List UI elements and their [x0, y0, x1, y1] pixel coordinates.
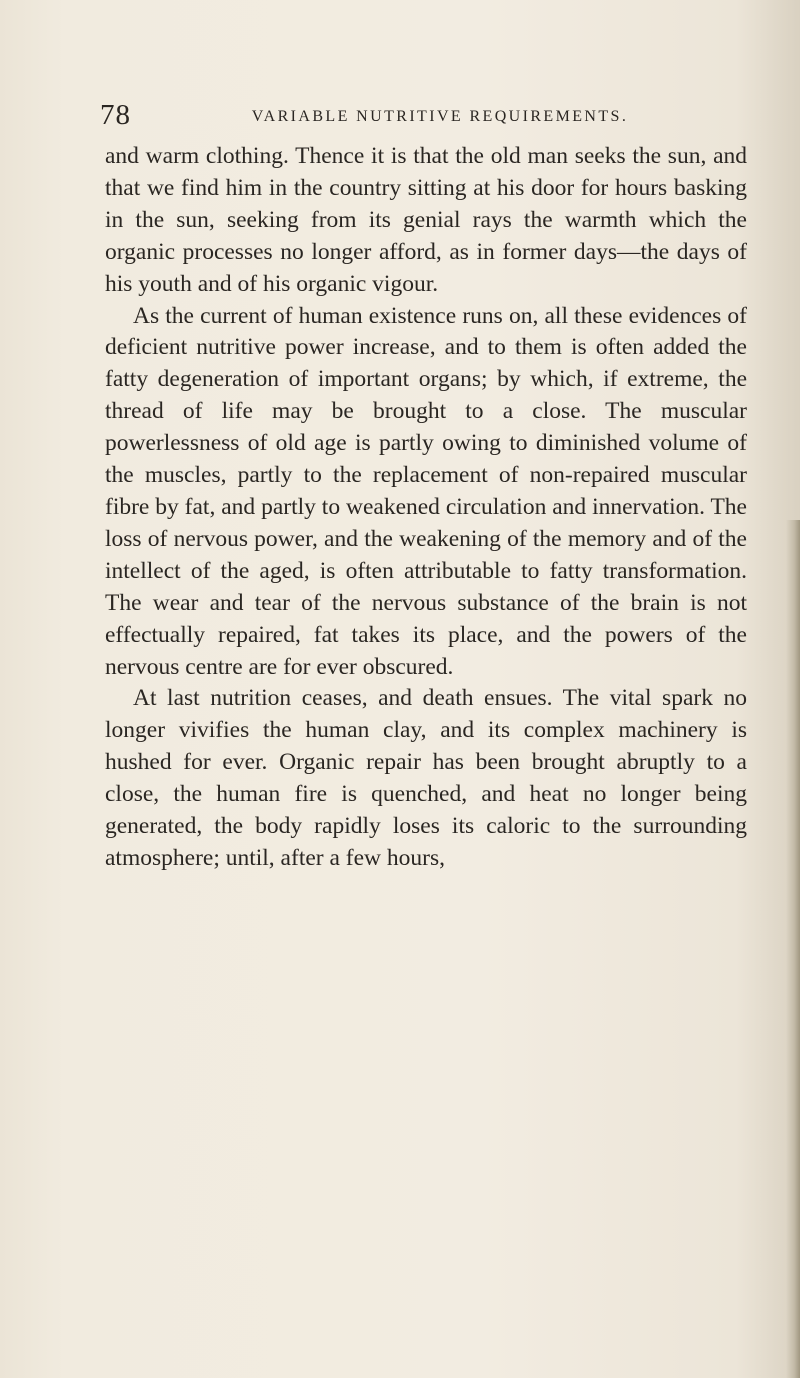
page-header — [100, 98, 740, 132]
paragraph-1: and warm clothing. Thence it is that the old man seeks the sun, and that we find him in the country sitting at his door for hours basking in the sun, seeking from its genial rays the warmth which the organic processes no longer afford, as in former days—the days of his youth and of his organic vigour. — [105, 143, 747, 297]
running-head: VARIABLE NUTRITIVE REQUIREMENTS. — [251, 108, 629, 125]
body-text — [105, 141, 747, 875]
paragraph-2: As the current of human existence runs on, all these evidences of deficient nutritive power increase, and to them is often added the fatty degeneration of important organs; by which, if extreme, the thread of life may be brought to a close. The muscular powerlessness of old age is partly owing to diminished volume of the muscles, partly to the replacement of non-repaired muscular fibre by fat, and partly to weakened circulation and innervation. The loss of nervous power, and the weakening of the memory and of the intellect of the aged, is often attributable to fatty transformation. The wear and tear of the nervous substance of the brain is not effectually repaired, fat takes its place, and the powers of the nervous centre are for ever obscured. — [105, 302, 747, 680]
page-number: 78 — [100, 99, 131, 131]
paragraph-3: At last nutrition ceases, and death ensues. The vital spark no longer vivifies the human clay, and its complex machinery is hushed for ever. Organic repair has been brought abruptly to a close, the human fire is quenched, and heat no longer being generated, the body rapidly loses its caloric to the surrounding atmosphere; until, after a few hours, — [105, 685, 747, 871]
page-edge-shadow — [786, 520, 800, 1378]
